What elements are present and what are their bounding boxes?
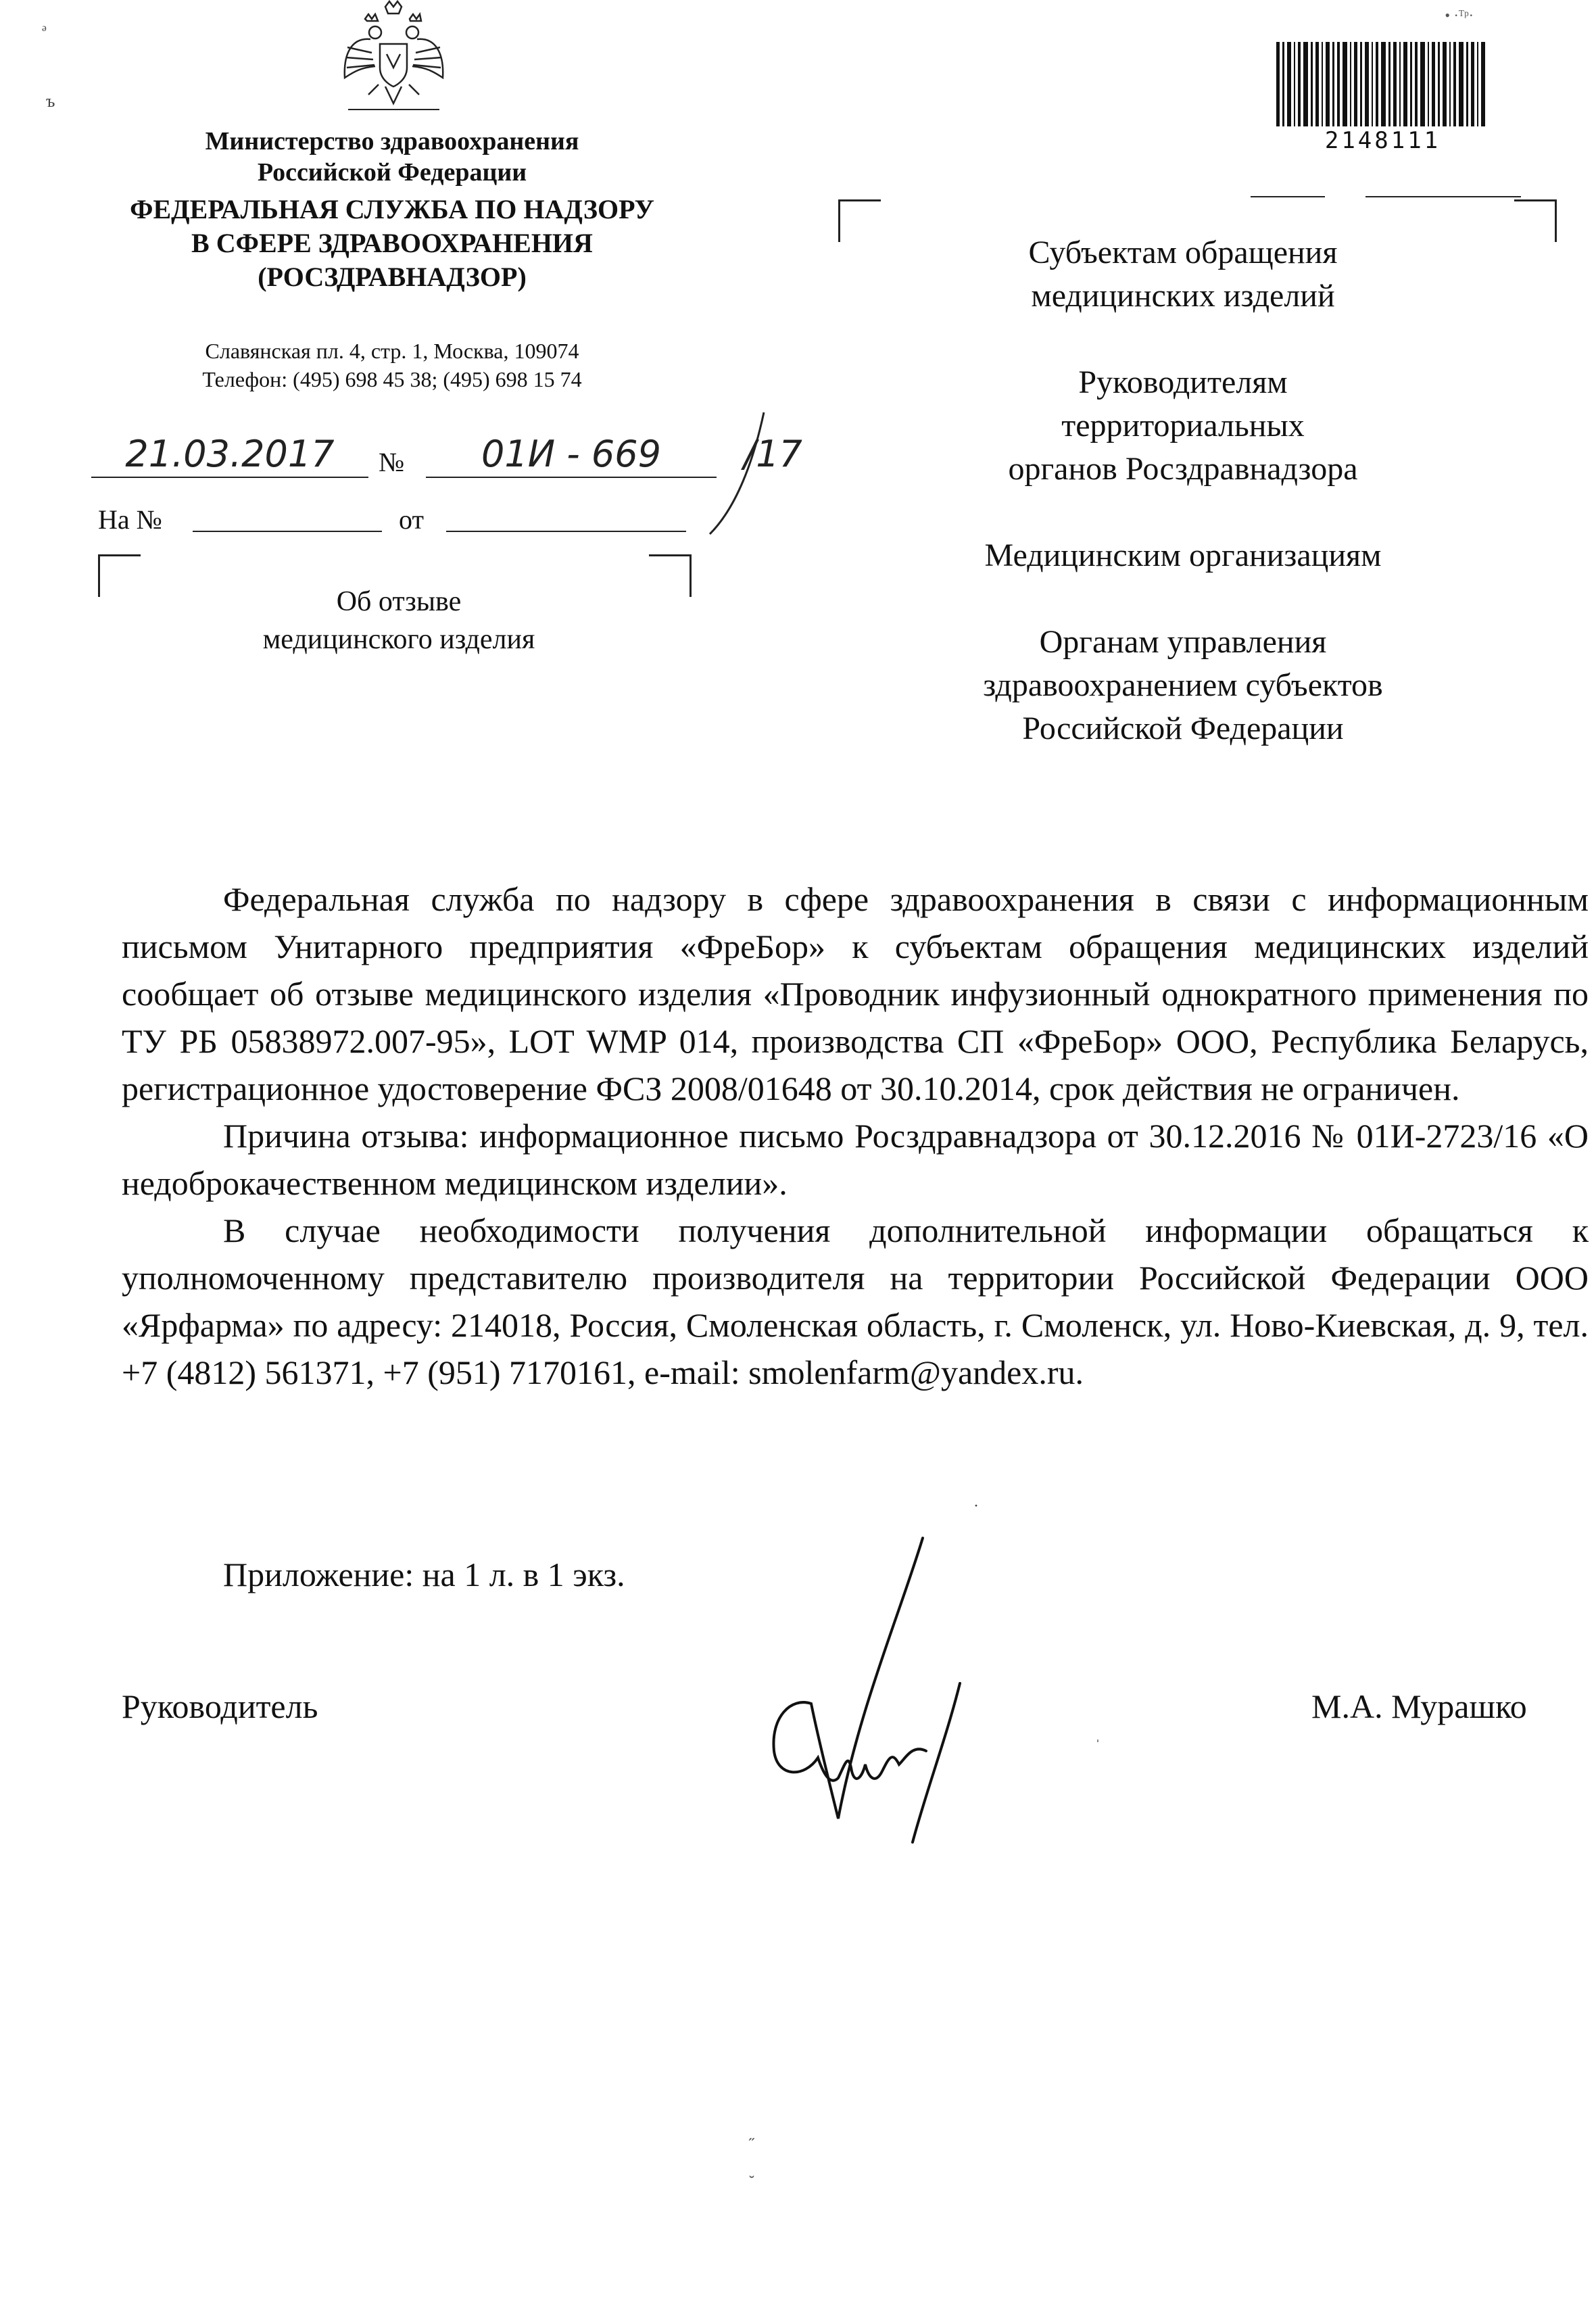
coat-of-arms-icon (338, 0, 450, 115)
recipient-entry (899, 621, 1467, 750)
date-underline (91, 477, 368, 478)
signer-name: М.А. Мурашко (1311, 1687, 1527, 1725)
recipient-line: органов Росздравнадзора (1008, 451, 1358, 487)
scan-speck: ˝ (749, 2136, 754, 2154)
service-line: ФЕДЕРАЛЬНАЯ СЛУЖБА ПО НАДЗОРУ (130, 194, 654, 224)
slash-stroke (696, 406, 777, 541)
letter-body (122, 875, 1589, 1396)
recipient-entry (899, 534, 1467, 577)
number-label: № (379, 447, 405, 477)
recipient-line: Руководителям (1078, 364, 1288, 400)
letter-date: 21.03.2017 (125, 433, 335, 475)
ministry-line: Министерство здравоохранения (205, 127, 579, 155)
number-underline (426, 477, 717, 478)
recipient-line: Медицинским организациям (984, 537, 1382, 573)
ministry-line: Российской Федерации (257, 158, 527, 187)
scan-speck: ˈ (1095, 1737, 1101, 1755)
barcode-top-mark: • ·ᵀᵖ· (1445, 7, 1474, 24)
recipient-line: медицинских изделий (1031, 278, 1335, 314)
subject-line: Об отзыве (336, 586, 462, 617)
scan-speck: · (973, 1497, 979, 1515)
scan-speck: ˘ (749, 2173, 754, 2191)
ministry-name (108, 126, 676, 188)
attachment-note: Приложение: на 1 л. в 1 экз. (223, 1556, 625, 1593)
recipient-line: Субъектам обращения (1028, 235, 1338, 270)
service-name (88, 193, 696, 294)
recipient-entry (899, 231, 1467, 318)
address-line: Телефон: (495) 698 45 38; (495) 698 15 74 (202, 367, 582, 391)
subject-line: медицинского изделия (262, 624, 535, 655)
service-line: В СФЕРЕ ЗДРАВООХРАНЕНИЯ (191, 228, 593, 258)
rule-mark (1251, 196, 1325, 197)
letter-number: 01И - 669 (481, 433, 661, 475)
barcode-number: 2148111 (1324, 127, 1441, 154)
handwritten-signature (744, 1535, 1027, 1846)
recipient-line: Российской Федерации (1022, 711, 1344, 746)
barcode (1276, 42, 1489, 130)
signer-position: Руководитель (122, 1687, 318, 1725)
recipient-entry (899, 361, 1467, 491)
address-bracket-right (1514, 199, 1557, 242)
rule-mark (1365, 196, 1521, 197)
sender-address (108, 337, 676, 393)
subject-bracket-left (98, 554, 141, 597)
letter-number-suffix: /17 (744, 433, 802, 475)
reference-number-blank (193, 531, 382, 532)
address-line: Славянская пл. 4, стр. 1, Москва, 109074 (205, 339, 579, 363)
service-line: (РОСЗДРАВНАДЗОР) (258, 262, 527, 292)
recipient-line: территориальных (1061, 408, 1305, 443)
recipient-line: Органам управления (1039, 624, 1327, 660)
reference-from-label: от (399, 504, 424, 535)
scan-mark: ᵊ (42, 20, 47, 40)
body-paragraph: Федеральная служба по надзору в сфере здравоохранения в связи с информационным письмом Унитарного предприятия «ФреБор» к субъектам обращения медицинских изделий сообщает об отзыве медицинского изделия «Проводник инфузионный однократного применения по ТУ РБ 05838972.007-95», LOT WMP 014, производства СП «ФреБор» ООО, Республика Беларусь, регистрационное удостоверение ФСЗ 2008/01648 от 30.10.2014, срок действия не ограничен. (122, 880, 1589, 1107)
scan-mark: ъ (46, 91, 55, 111)
body-paragraph: В случае необходимости получения дополнительной информации обращаться к уполномоченному представителю производителя на территории Российской Федерации ООО «Ярфарма» по адресу: 214018, Россия, Смоленская область, г. Смоленск, ул. Ново-Киевская, д. 9, тел. +7 (4812) 561371, +7 (951) 7170161, e-mail: smolenfarm@yandex.ru. (122, 1211, 1589, 1391)
address-bracket-left (838, 199, 881, 242)
recipient-line: здравоохранением субъектов (983, 667, 1383, 703)
reference-date-blank (446, 531, 686, 532)
body-paragraph: Причина отзыва: информационное письмо Росздравнадзора от 30.12.2016 № 01И-2723/16 «О недоброкачественном медицинском изделии». (122, 1117, 1589, 1202)
letter-subject (203, 583, 595, 658)
reference-label: На № (98, 504, 162, 535)
recipients-block (899, 231, 1467, 794)
subject-bracket-right (649, 554, 692, 597)
